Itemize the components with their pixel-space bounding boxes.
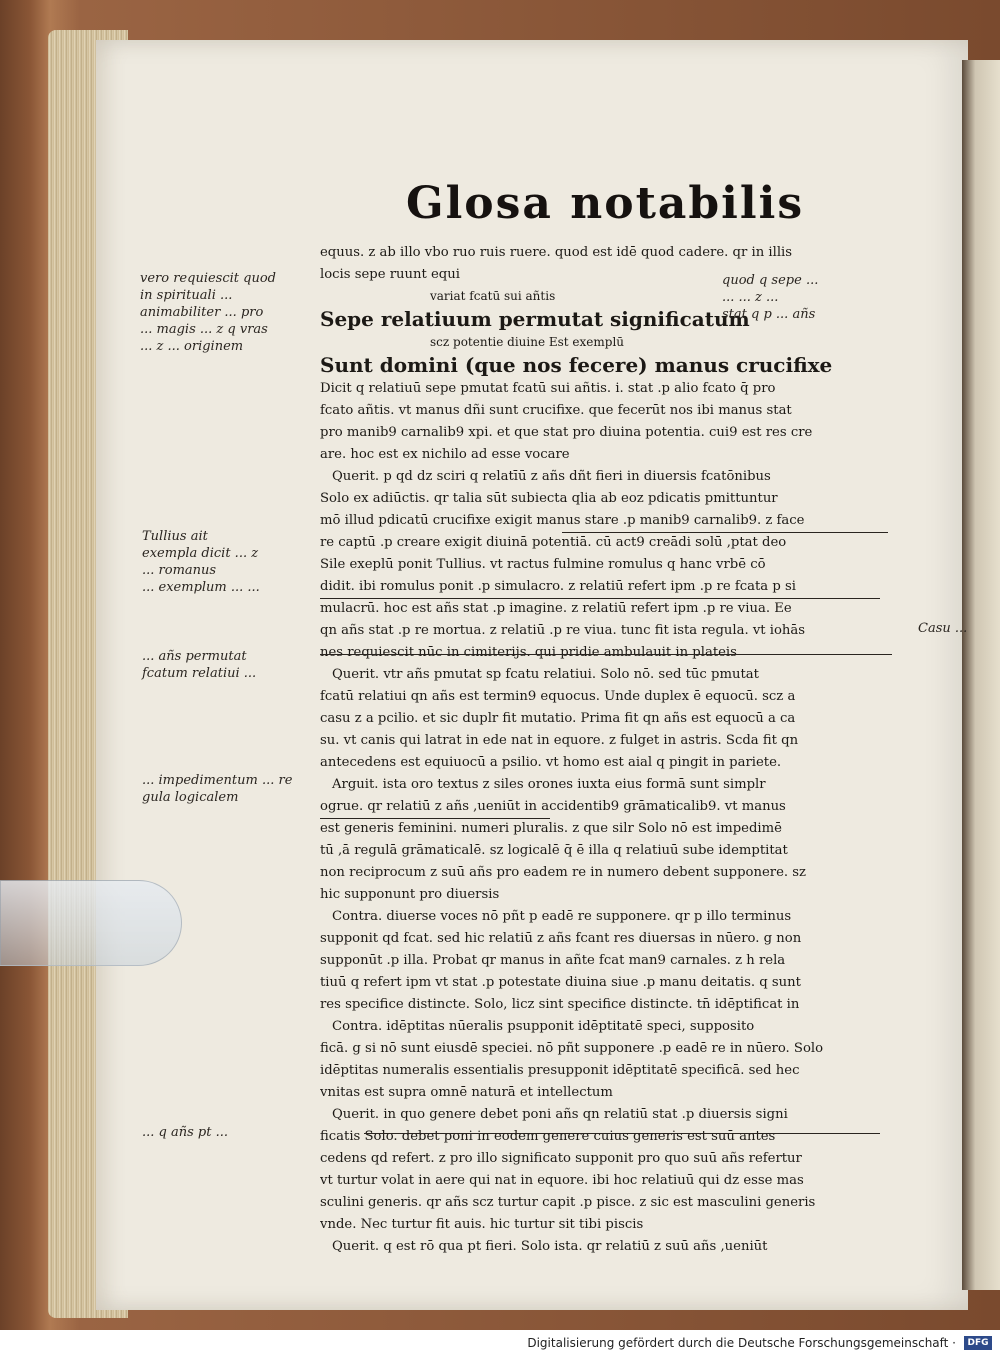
handwritten-underline [320,654,892,655]
page-holder-clip [0,880,182,966]
funding-credit: Digitalisierung gefördert durch die Deutsche Forschungsgemeinschaft · [527,1336,956,1350]
text-line: Sunt domini (que nos fecere) manus crucifixe [320,353,833,377]
text-line: non reciprocum z suū añs pro eadem re in numero debent supponere. sz [320,865,806,880]
text-line: cedens qd refert. z pro illo significato supponit pro quo suū añs refertur [320,1151,802,1166]
text-line: are. hoc est ex nichilo ad esse vocare [320,447,570,462]
margin-note: quod q sepe ... ... ... z ... stat q p ... añs [722,273,819,322]
text-line: tiuū q refert ipm vt stat .p potestate diuina siue .p manu deitatis. q sunt [320,975,801,990]
text-line: idēptitas numeralis essentialis presupponit idēptitatē specificā. sed hec [320,1063,800,1078]
text-line: locis sepe ruunt equi [320,267,460,282]
text-line: supponit qd fcat. sed hic relatiū z añs fcant res diuersas in nūero. g non [320,931,802,946]
text-line: vnde. Nec turtur fit auis. hic turtur sit tibi piscis [320,1217,644,1232]
margin-note: ... añs permutat fcatum relatiui ... [142,649,257,681]
text-line: Querit. p qd dz sciri q relatīū z añs dñt fieri in diuersis fcatōnibus [332,469,771,484]
text-line: Arguit. ista oro textus z siles orones iuxta eius formā sunt simplr [332,777,766,792]
dfg-logo: DFG [964,1336,992,1350]
text-line: Contra. idēptitas nūeralis psupponit idēptitatē speci, supposito [332,1019,755,1034]
text-line: Querit. in quo genere debet poni añs qn relatiū stat .p diuersis signi [332,1107,788,1122]
margin-note: Casu ... [918,621,968,636]
text-line: nes requiescit nūc in cimiterijs. qui pridie ambulauit in plateis [320,645,737,660]
text-line: Querit. q est rō qua pt fieri. Solo ista. qr relatiū z suū añs ,ueniūt [332,1239,768,1254]
facing-page-edge [962,60,1000,1290]
text-line: re captū .p creare exigit diuinā potentiā. cū act9 creādi solū ,ptat deo [320,535,787,550]
text-line: ogrue. qr relatiū z añs ,ueniūt in accidentib9 grāmaticalib9. vt manus [320,799,786,814]
margin-note: ... impedimentum ... re gula logicalem [142,773,293,805]
text-line: mō illud pdicatū crucifixe exigit manus stare .p manib9 carnalib9. z face [320,513,805,528]
text-line: equus. z ab illo vbo ruo ruis ruere. quod est idē quod cadere. qr in illis [320,245,793,260]
text-line: hic supponunt pro diuersis [320,887,500,902]
text-line: qn añs stat .p re mortua. z relatiū .p re viua. tunc fit ista regula. vt iohās [320,623,806,638]
text-line: vt turtur volat in aere qui nat in equore. ibi hoc relatiuū qui dz esse mas [320,1173,804,1188]
handwritten-underline [320,598,880,599]
text-line: casu z a pcilio. et sic duplr fit mutatio. Prima fit qn añs est equocū a ca [320,711,796,726]
text-line: Dicit q relatiuū sepe pmutat fcatū sui añtis. i. stat .p alio fcato q̄ pro [320,381,776,396]
margin-note: Tullius ait exempla dicit ... z ... romanus ... exemplum ... ... [142,529,260,595]
text-line: Querit. vtr añs pmutat sp fcatu relatiui. Solo nō. sed tūc pmutat [332,667,759,682]
handwritten-underline [320,818,550,819]
text-line: fcato añtis. vt manus dñi sunt crucifixe. que fecerūt nos ibi manus stat [320,403,792,418]
page-title: Glosa notabilis [406,178,805,229]
text-line: pro manib9 carnalib9 xpi. et que stat pro diuina potentia. cui9 est res cre [320,425,813,440]
text-line: res specifice distincte. Solo, licz sint specifice distincte. tn̄ idēptificat in [320,997,800,1012]
text-line: variat fcatū sui añtis [430,289,556,303]
text-line: Sile exeplū ponit Tullius. vt ractus fulmine romulus q hanc vrbē cō [320,557,766,572]
text-line: didit. ibi romulus ponit .p simulacro. z relatiū refert ipm .p re fcata p si [320,579,796,594]
text-line: mulacrū. hoc est añs stat .p imagine. z relatiū refert ipm .p re viua. Ee [320,601,792,616]
text-line: vnitas est supra omnē naturā et intellectum [320,1085,613,1100]
text-line: antecedens est equiuocū a psilio. vt homo est aial q pingit in pariete. [320,755,782,770]
text-line: ficatis Solo. debet poni in eodem genere cuius generis est suū antes [320,1129,776,1144]
handwritten-underline [364,1133,880,1134]
text-line: su. vt canis qui latrat in ede nat in equore. z fulget in astris. Scda fit qn [320,733,799,748]
text-line: Sepe relatiuum permutat significatum [320,307,750,331]
printed-text-block [320,242,892,1258]
text-line: est generis feminini. numeri pluralis. z que silr Solo nō est impedimē [320,821,782,836]
text-line: fcatū relatiui qn añs est termin9 equocus. Unde duplex ē equocū. scz a [320,689,796,704]
text-line: scz potentie diuine Est exemplū [430,335,625,349]
text-line: tū ,ā regulā grāmaticalē. sz logicalē q̄ ē illa q relatiuū sube idemptitat [320,843,788,858]
margin-note: ... q añs pt ... [142,1125,228,1140]
handwritten-underline [562,532,888,533]
margin-note: vero requiescit quod in spirituali ... animabiliter ... pro ... magis ... z q vras ... z ... originem [140,271,276,354]
text-line: sculini generis. qr añs scz turtur capit .p pisce. z sic est masculini generis [320,1195,816,1210]
text-line: ficā. g si nō sunt eiusdē speciei. nō pñt supponere .p eadē re in nūero. Solo [320,1041,824,1056]
text-line: Solo ex adiūctis. qr talia sūt subiecta qlia ab eoz pdicatis pmittuntur [320,491,778,506]
text-line: Contra. diuerse voces nō pñt p eadē re supponere. qr p illo terminus [332,909,792,924]
text-line: supponūt .p illa. Probat qr manus in añte fcat man9 carnales. z h rela [320,953,786,968]
footer-bar [0,1330,1000,1357]
